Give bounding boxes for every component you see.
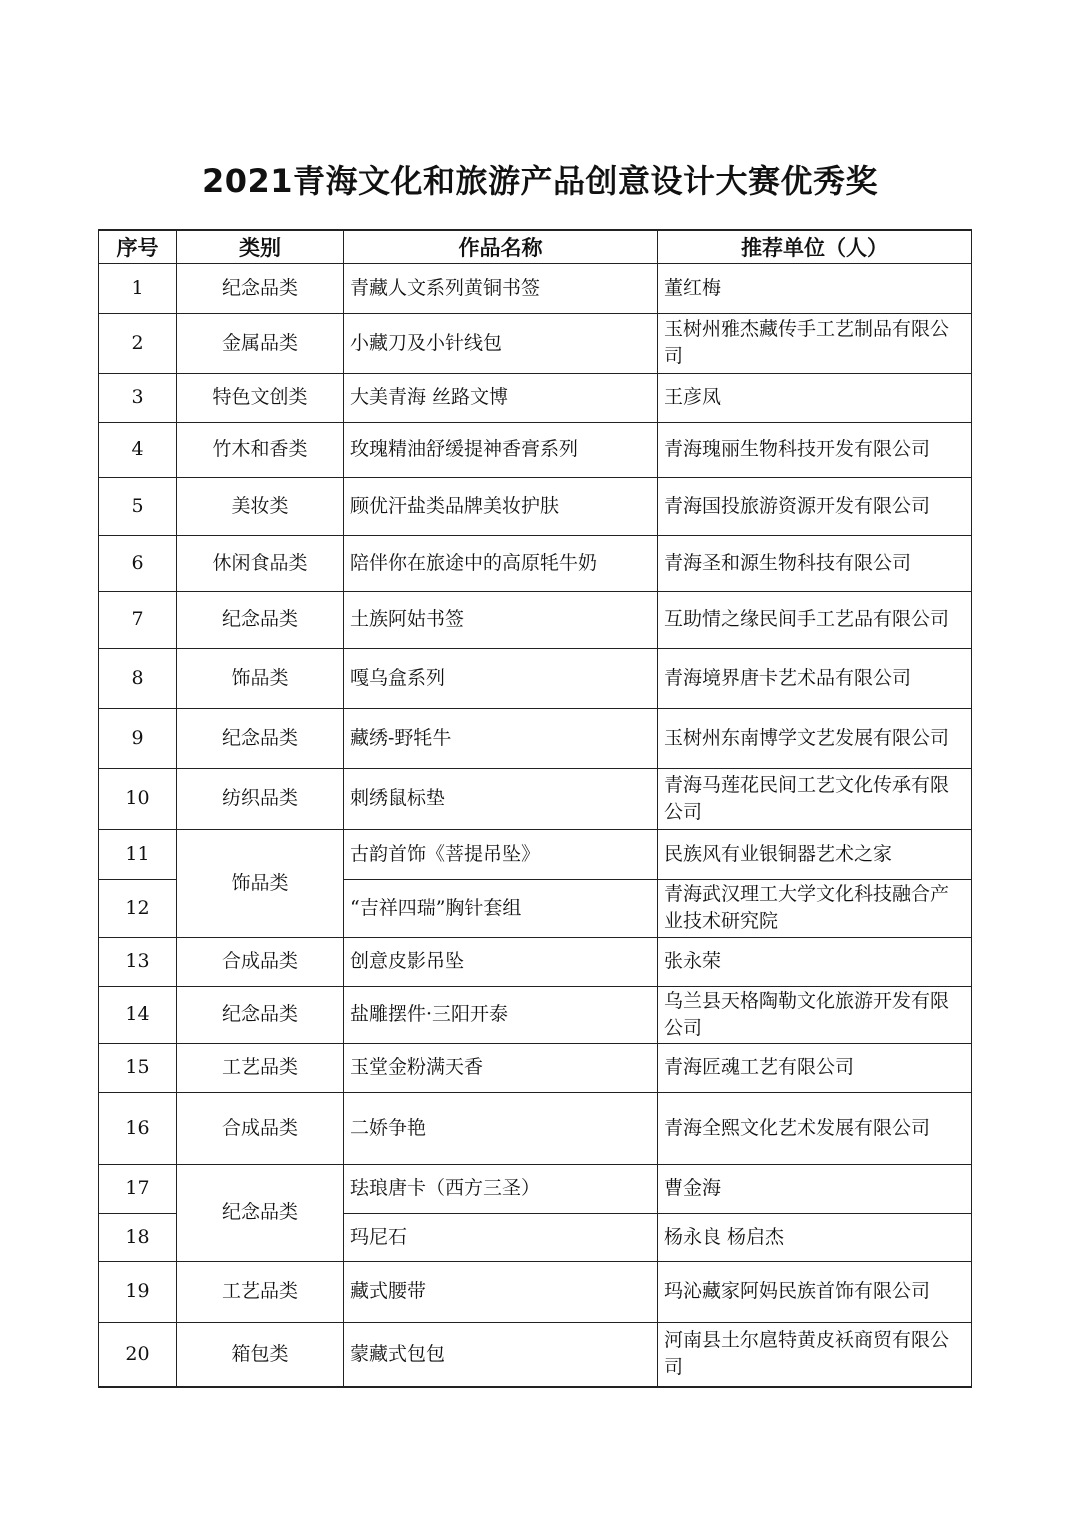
- table-row: [99, 313, 972, 373]
- row-category: 合成品类: [177, 937, 344, 986]
- row-no: 14: [99, 986, 177, 1043]
- row-unit: 青海马莲花民间工艺文化传承有限公司: [658, 768, 972, 829]
- header-work: 作品名称: [344, 230, 658, 263]
- table-row: [99, 708, 972, 768]
- row-category: 纺织品类: [177, 768, 344, 829]
- row-no: 13: [99, 937, 177, 986]
- row-no: 16: [99, 1092, 177, 1164]
- page-title: 2021青海文化和旅游产品创意设计大赛优秀奖: [201, 162, 879, 200]
- row-unit: 青海瑰丽生物科技开发有限公司: [658, 422, 972, 477]
- row-unit: 青海全熙文化艺术发展有限公司: [658, 1092, 972, 1164]
- row-unit: 青海圣和源生物科技有限公司: [658, 535, 972, 591]
- row-category: 特色文创类: [177, 373, 344, 422]
- row-no: 4: [99, 422, 177, 477]
- row-work: 藏式腰带: [344, 1261, 658, 1322]
- row-unit: 青海境界唐卡艺术品有限公司: [658, 648, 972, 708]
- row-category: 工艺品类: [177, 1043, 344, 1092]
- table-row: [99, 422, 972, 477]
- row-unit: 河南县土尔扈特黄皮袄商贸有限公司: [658, 1322, 972, 1387]
- row-no: 17: [99, 1164, 177, 1213]
- row-no: 18: [99, 1213, 177, 1261]
- table-row: [99, 477, 972, 535]
- row-unit: 王彦凤: [658, 373, 972, 422]
- table-row: [99, 829, 972, 879]
- header-category: 类别: [177, 230, 344, 263]
- table-row: [99, 1164, 972, 1213]
- header-unit: 推荐单位（人）: [658, 230, 972, 263]
- row-work: 大美青海 丝路文博: [344, 373, 658, 422]
- table-row: [99, 263, 972, 313]
- row-work: 古韵首饰《菩提吊坠》: [344, 829, 658, 879]
- row-no: 12: [99, 879, 177, 937]
- table-row: [99, 986, 972, 1043]
- row-work: 二娇争艳: [344, 1092, 658, 1164]
- row-work: 土族阿姑书签: [344, 591, 658, 648]
- table-row: [99, 648, 972, 708]
- row-unit: 玉树州东南博学文艺发展有限公司: [658, 708, 972, 768]
- row-no: 9: [99, 708, 177, 768]
- row-work: 陪伴你在旅途中的高原牦牛奶: [344, 535, 658, 591]
- row-no: 3: [99, 373, 177, 422]
- row-category: 纪念品类: [177, 591, 344, 648]
- table-row: [99, 1092, 972, 1164]
- row-no: 2: [99, 313, 177, 373]
- table-header-row: [99, 230, 972, 263]
- row-no: 10: [99, 768, 177, 829]
- row-unit: 曹金海: [658, 1164, 972, 1213]
- row-work: 顾优汗盐类品牌美妆护肤: [344, 477, 658, 535]
- row-category: 休闲食品类: [177, 535, 344, 591]
- row-unit: 青海国投旅游资源开发有限公司: [658, 477, 972, 535]
- row-unit: 杨永良 杨启杰: [658, 1213, 972, 1261]
- row-work: 玛尼石: [344, 1213, 658, 1261]
- row-work: 盐雕摆件·三阳开泰: [344, 986, 658, 1043]
- row-category: 纪念品类: [177, 708, 344, 768]
- row-unit: 互助情之缘民间手工艺品有限公司: [658, 591, 972, 648]
- table-row: [99, 591, 972, 648]
- row-work: 青藏人文系列黄铜书签: [344, 263, 658, 313]
- row-category: 纪念品类: [177, 263, 344, 313]
- row-no: 15: [99, 1043, 177, 1092]
- row-no: 7: [99, 591, 177, 648]
- row-category: 工艺品类: [177, 1261, 344, 1322]
- table-row: [99, 1322, 972, 1387]
- row-category: 纪念品类: [177, 1164, 344, 1261]
- row-unit: 张永荣: [658, 937, 972, 986]
- row-unit: 玛沁藏家阿妈民族首饰有限公司: [658, 1261, 972, 1322]
- row-work: 珐琅唐卡（西方三圣）: [344, 1164, 658, 1213]
- table-row: [99, 535, 972, 591]
- row-category: 纪念品类: [177, 986, 344, 1043]
- row-work: “吉祥四瑞”胸针套组: [344, 879, 658, 937]
- row-no: 19: [99, 1261, 177, 1322]
- row-category: 饰品类: [177, 648, 344, 708]
- row-work: 小藏刀及小针线包: [344, 313, 658, 373]
- row-category: 美妆类: [177, 477, 344, 535]
- row-category: 箱包类: [177, 1322, 344, 1387]
- row-category: 合成品类: [177, 1092, 344, 1164]
- table-row: [99, 1261, 972, 1322]
- table-row: [99, 1043, 972, 1092]
- row-work: 创意皮影吊坠: [344, 937, 658, 986]
- awards-table: [98, 229, 972, 1388]
- row-unit: 玉树州雅杰藏传手工艺制品有限公司: [658, 313, 972, 373]
- row-work: 刺绣鼠标垫: [344, 768, 658, 829]
- row-unit: 青海武汉理工大学文化科技融合产业技术研究院: [658, 879, 972, 937]
- row-no: 5: [99, 477, 177, 535]
- table-row: [99, 768, 972, 829]
- row-category: 竹木和香类: [177, 422, 344, 477]
- row-work: 藏绣-野牦牛: [344, 708, 658, 768]
- row-unit: 青海匠魂工艺有限公司: [658, 1043, 972, 1092]
- row-no: 8: [99, 648, 177, 708]
- table-row: [99, 937, 972, 986]
- row-category: 金属品类: [177, 313, 344, 373]
- row-work: 玉堂金粉满天香: [344, 1043, 658, 1092]
- row-unit: 乌兰县天格陶勒文化旅游开发有限公司: [658, 986, 972, 1043]
- row-category: 饰品类: [177, 829, 344, 937]
- row-no: 20: [99, 1322, 177, 1387]
- row-unit: 民族风有业银铜器艺术之家: [658, 829, 972, 879]
- row-work: 蒙藏式包包: [344, 1322, 658, 1387]
- header-no: 序号: [99, 230, 177, 263]
- row-unit: 董红梅: [658, 263, 972, 313]
- table-row: [99, 373, 972, 422]
- row-work: 玫瑰精油舒缓提神香膏系列: [344, 422, 658, 477]
- row-work: 嘎乌盒系列: [344, 648, 658, 708]
- row-no: 6: [99, 535, 177, 591]
- row-no: 1: [99, 263, 177, 313]
- row-no: 11: [99, 829, 177, 879]
